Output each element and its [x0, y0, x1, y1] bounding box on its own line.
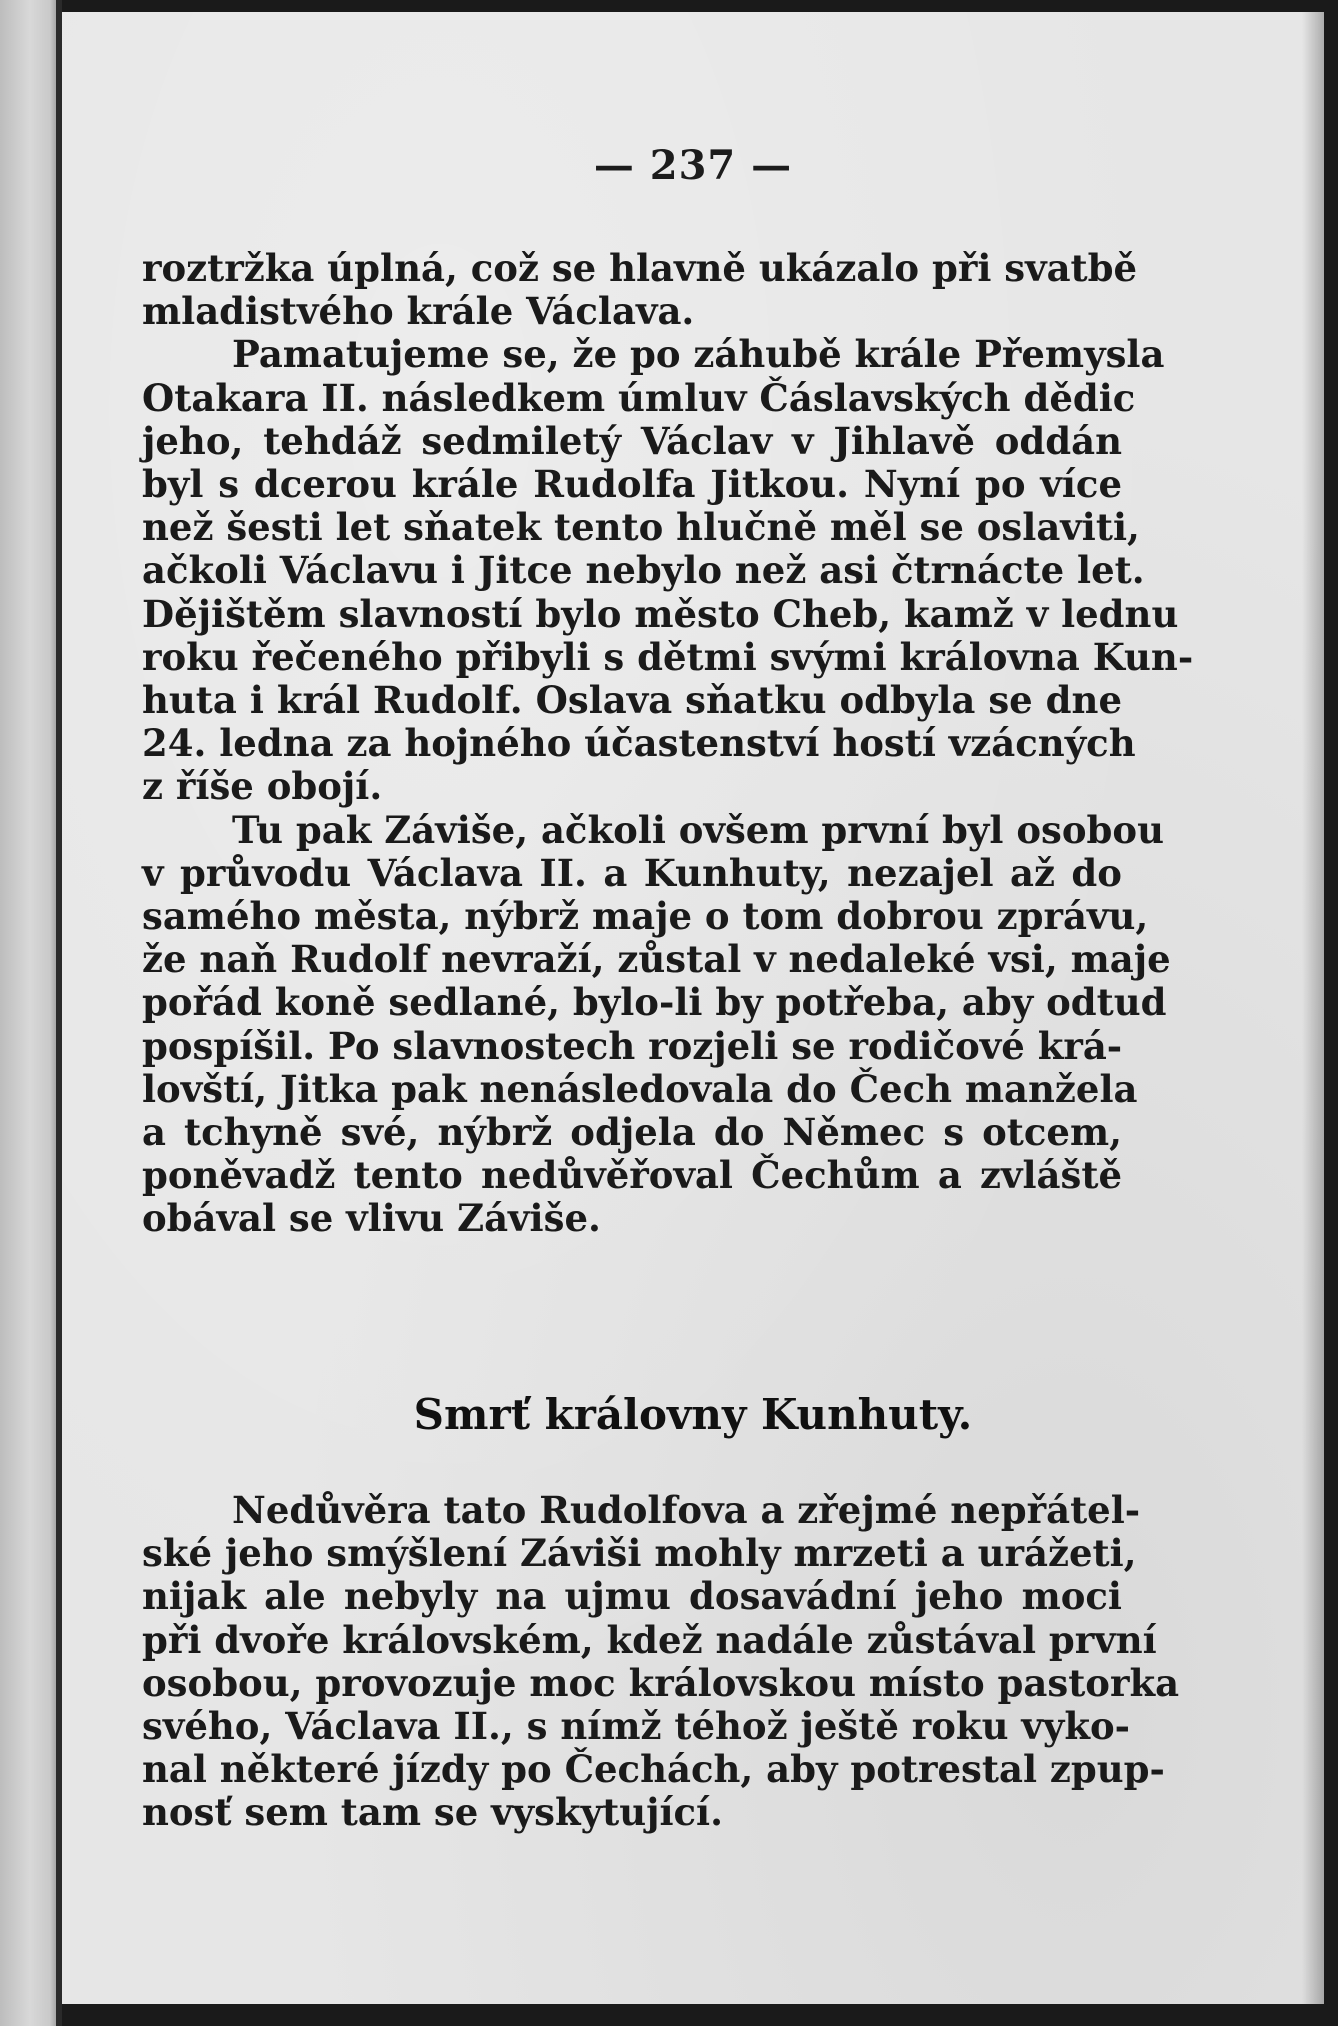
body-text-top	[142, 246, 1194, 1241]
text-line: roku řečeného přibyli s dětmi svými královna Kun-	[142, 634, 1194, 679]
text-line: poněvadž tento nedůvěřoval Čechům a zvláště	[142, 1153, 1122, 1198]
text-line: roztržka úplná, což se hlavně ukázalo při svatbě	[142, 246, 1138, 290]
text-line: lovští, Jitka pak nenásledovala do Čech manžela	[142, 1066, 1138, 1111]
text-line: 24. ledna za hojného účastenství hostí vzácných	[142, 721, 1136, 766]
text-line: Dějištěm slavností bylo město Cheb, kamž v lednu	[142, 591, 1179, 636]
body-text-bottom	[142, 1488, 1180, 1835]
text-line: Otakara II. následkem úmluv Čáslavských dědic	[142, 375, 1136, 420]
text-line: a tchyně své, nýbrž odjela do Němec s otcem,	[142, 1110, 1122, 1155]
previous-page-edge	[0, 0, 58, 2026]
text-line: v průvodu Václava II. a Kunhuty, nezajel až do	[142, 850, 1122, 895]
text-line: pospíšil. Po slavnostech rozjeli se rodičové krá-	[142, 1023, 1123, 1068]
text-line: ačkoli Václavu i Jitce nebylo než asi čtrnácte let.	[142, 548, 1145, 593]
text-line: svého, Václava II., s nímž téhož ještě roku vyko-	[142, 1704, 1131, 1749]
text-line: pořád koně sedlané, bylo-li by potřeba, aby odtud	[142, 980, 1167, 1025]
text-line: mladistvého krále Václava.	[142, 289, 695, 334]
page-edge-shadow	[1302, 12, 1324, 2004]
text-line: než šesti let sňatek tento hlučně měl se oslaviti,	[142, 505, 1140, 550]
text-line: Nedůvěra tato Rudolfova a zřejmé nepřátel-	[232, 1488, 1141, 1532]
text-line: ské jeho smýšlení Záviši mohly mrzeti a urážeti,	[142, 1531, 1137, 1576]
text-line: Tu pak Záviše, ačkoli ovšem první byl osobou	[232, 807, 1164, 852]
text-line: samého města, nýbrž maje o tom dobrou zprávu,	[142, 894, 1149, 939]
text-line: obával se vlivu Záviše.	[142, 1196, 601, 1241]
text-line: osobou, provozuje moc královskou místo pastorka	[142, 1660, 1180, 1705]
text-line: huta i král Rudolf. Oslava sňatku odbyla se dne	[142, 678, 1122, 723]
book-page	[62, 12, 1324, 2004]
text-line: při dvoře královském, kdež nadále zůstával první	[142, 1617, 1157, 1662]
page-number: — 237 —	[593, 142, 793, 189]
text-line: nal některé jízdy po Čechách, aby potrestal zpup-	[142, 1747, 1165, 1792]
text-line: nijak ale nebyly na ujmu dosavádní jeho moci	[142, 1574, 1122, 1619]
text-line: že naň Rudolf nevraží, zůstal v nedaleké vsi, maje	[142, 937, 1171, 982]
text-line: jeho, tehdáž sedmiletý Václav v Jihlavě oddán	[142, 418, 1122, 463]
section-heading: Smrť královny Kunhuty.	[413, 1390, 973, 1439]
text-line: Pamatujeme se, že po záhubě krále Přemysla	[232, 332, 1165, 377]
text-line: nosť sem tam se vyskytující.	[142, 1790, 723, 1835]
text-line: byl s dcerou krále Rudolfa Jitkou. Nyní po více	[142, 462, 1122, 507]
text-line: z říše obojí.	[142, 764, 383, 809]
